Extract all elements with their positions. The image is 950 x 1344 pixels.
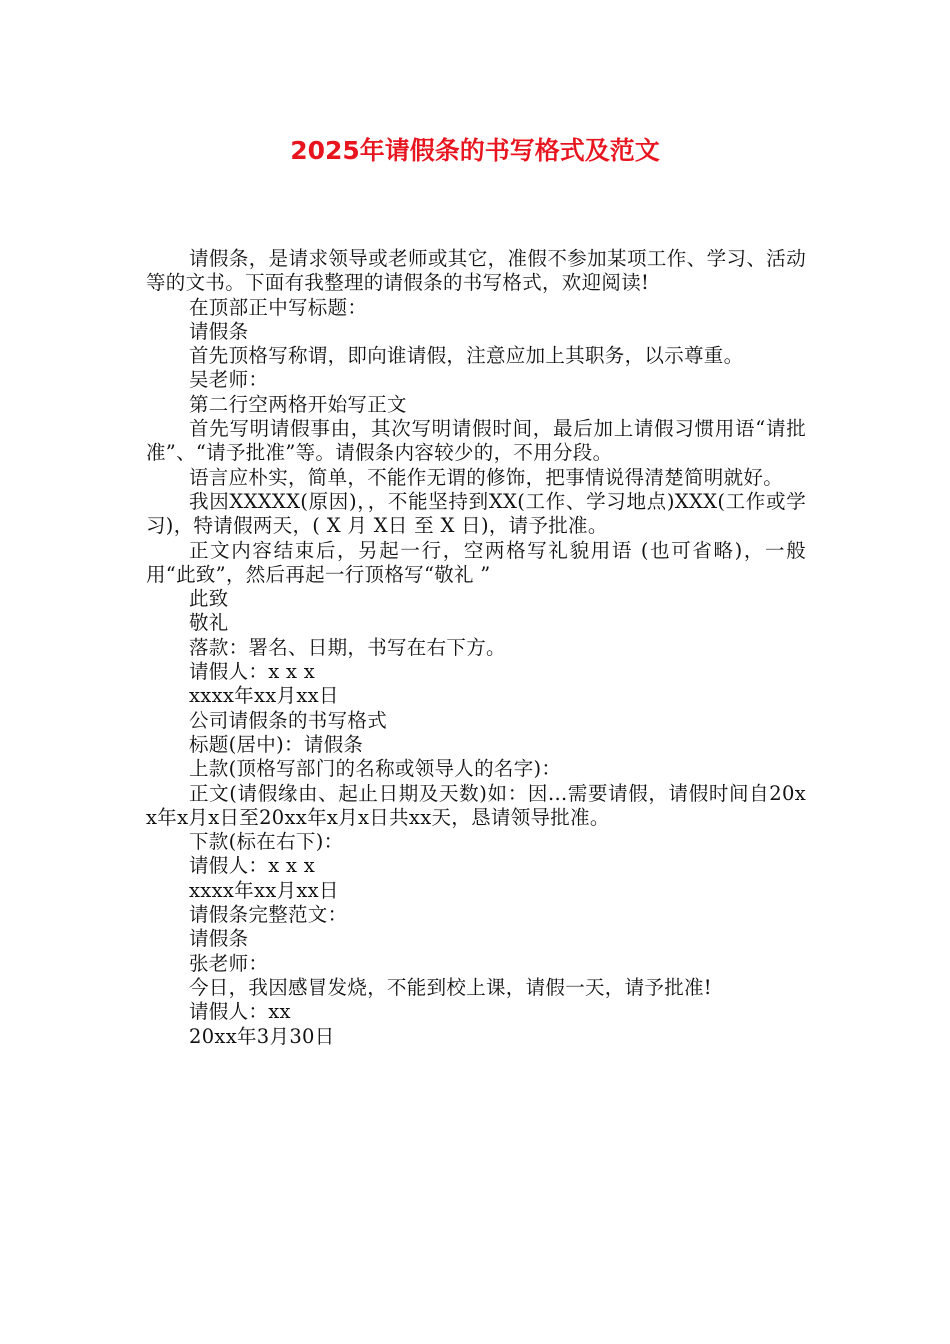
paragraph-company-body: 正文(请假缘由、起止日期及天数)如：因...需要请假，请假时间自20xx年x月x日至20xx年x月x日共xx天，恳请领导批准。 <box>146 781 806 829</box>
paragraph-sample-heading: 请假条完整范文： <box>189 903 348 927</box>
paragraph-intro: 请假条，是请求领导或老师或其它，准假不参加某项工作、学习、活动等的文书。下面有我整理的请假条的书写格式，欢迎阅读! <box>146 247 806 295</box>
paragraph-language-note: 语言应朴实，简单，不能作无谓的修饰，把事情说得清楚简明就好。 <box>189 465 784 489</box>
paragraph-salutation-instruction: 首先顶格写称谓，即向谁请假，注意应加上其职务，以示尊重。 <box>189 344 744 368</box>
paragraph-salutation-example: 吴老师： <box>189 368 269 392</box>
paragraph-closing-cizhi: 此致 <box>189 587 229 611</box>
document-body <box>146 247 806 1049</box>
document-title: 2025年请假条的书写格式及范文 <box>290 136 660 165</box>
paragraph-signature-name: 请假人：x x x <box>189 660 316 684</box>
paragraph-signature-instruction: 落款：署名、日期，书写在右下方。 <box>189 635 506 659</box>
paragraph-signature-date: xxxx年xx月xx日 <box>189 684 339 708</box>
paragraph-closing-instruction: 正文内容结束后，另起一行，空两格写礼貌用语 (也可省略)，一般用“此致”，然后再起一行顶格写“敬礼 ” <box>146 538 806 586</box>
paragraph-sample-salutation: 张老师： <box>189 951 269 975</box>
paragraph-company-signature-name: 请假人：x x x <box>189 854 316 878</box>
paragraph-body-detail: 首先写明请假事由，其次写明请假时间，最后加上请假习惯用语“请批准”、“请予批准”等。请假条内容较少的，不用分段。 <box>146 417 806 465</box>
paragraph-closing-jingli: 敬礼 <box>189 611 229 635</box>
paragraph-company-lower: 下款(标在右下)： <box>189 830 344 854</box>
paragraph-sample-title: 请假条 <box>189 927 249 951</box>
paragraph-company-heading: 公司请假条的书写格式 <box>189 708 388 732</box>
paragraph-body-example: 我因XXXXX(原因)，，不能坚持到XX(工作、学习地点)XXX(工作或学习)，特请假两天，( X 月 X日 至 X 日)，请予批准。 <box>146 489 806 538</box>
paragraph-company-upper: 上款(顶格写部门的名称或领导人的名字)： <box>189 757 562 781</box>
paragraph-sample-signature-date: 20xx年3月30日 <box>189 1024 335 1048</box>
paragraph-sample-body: 今日，我因感冒发烧，不能到校上课，请假一天，请予批准! <box>189 975 712 999</box>
paragraph-body-instruction: 第二行空两格开始写正文 <box>189 392 407 416</box>
paragraph-sample-signature-name: 请假人：xx <box>189 1000 291 1024</box>
paragraph-title-example: 请假条 <box>189 319 249 343</box>
paragraph-title-instruction: 在顶部正中写标题： <box>189 295 368 319</box>
paragraph-company-title: 标题(居中)：请假条 <box>189 732 364 756</box>
paragraph-company-signature-date: xxxx年xx月xx日 <box>189 878 339 902</box>
